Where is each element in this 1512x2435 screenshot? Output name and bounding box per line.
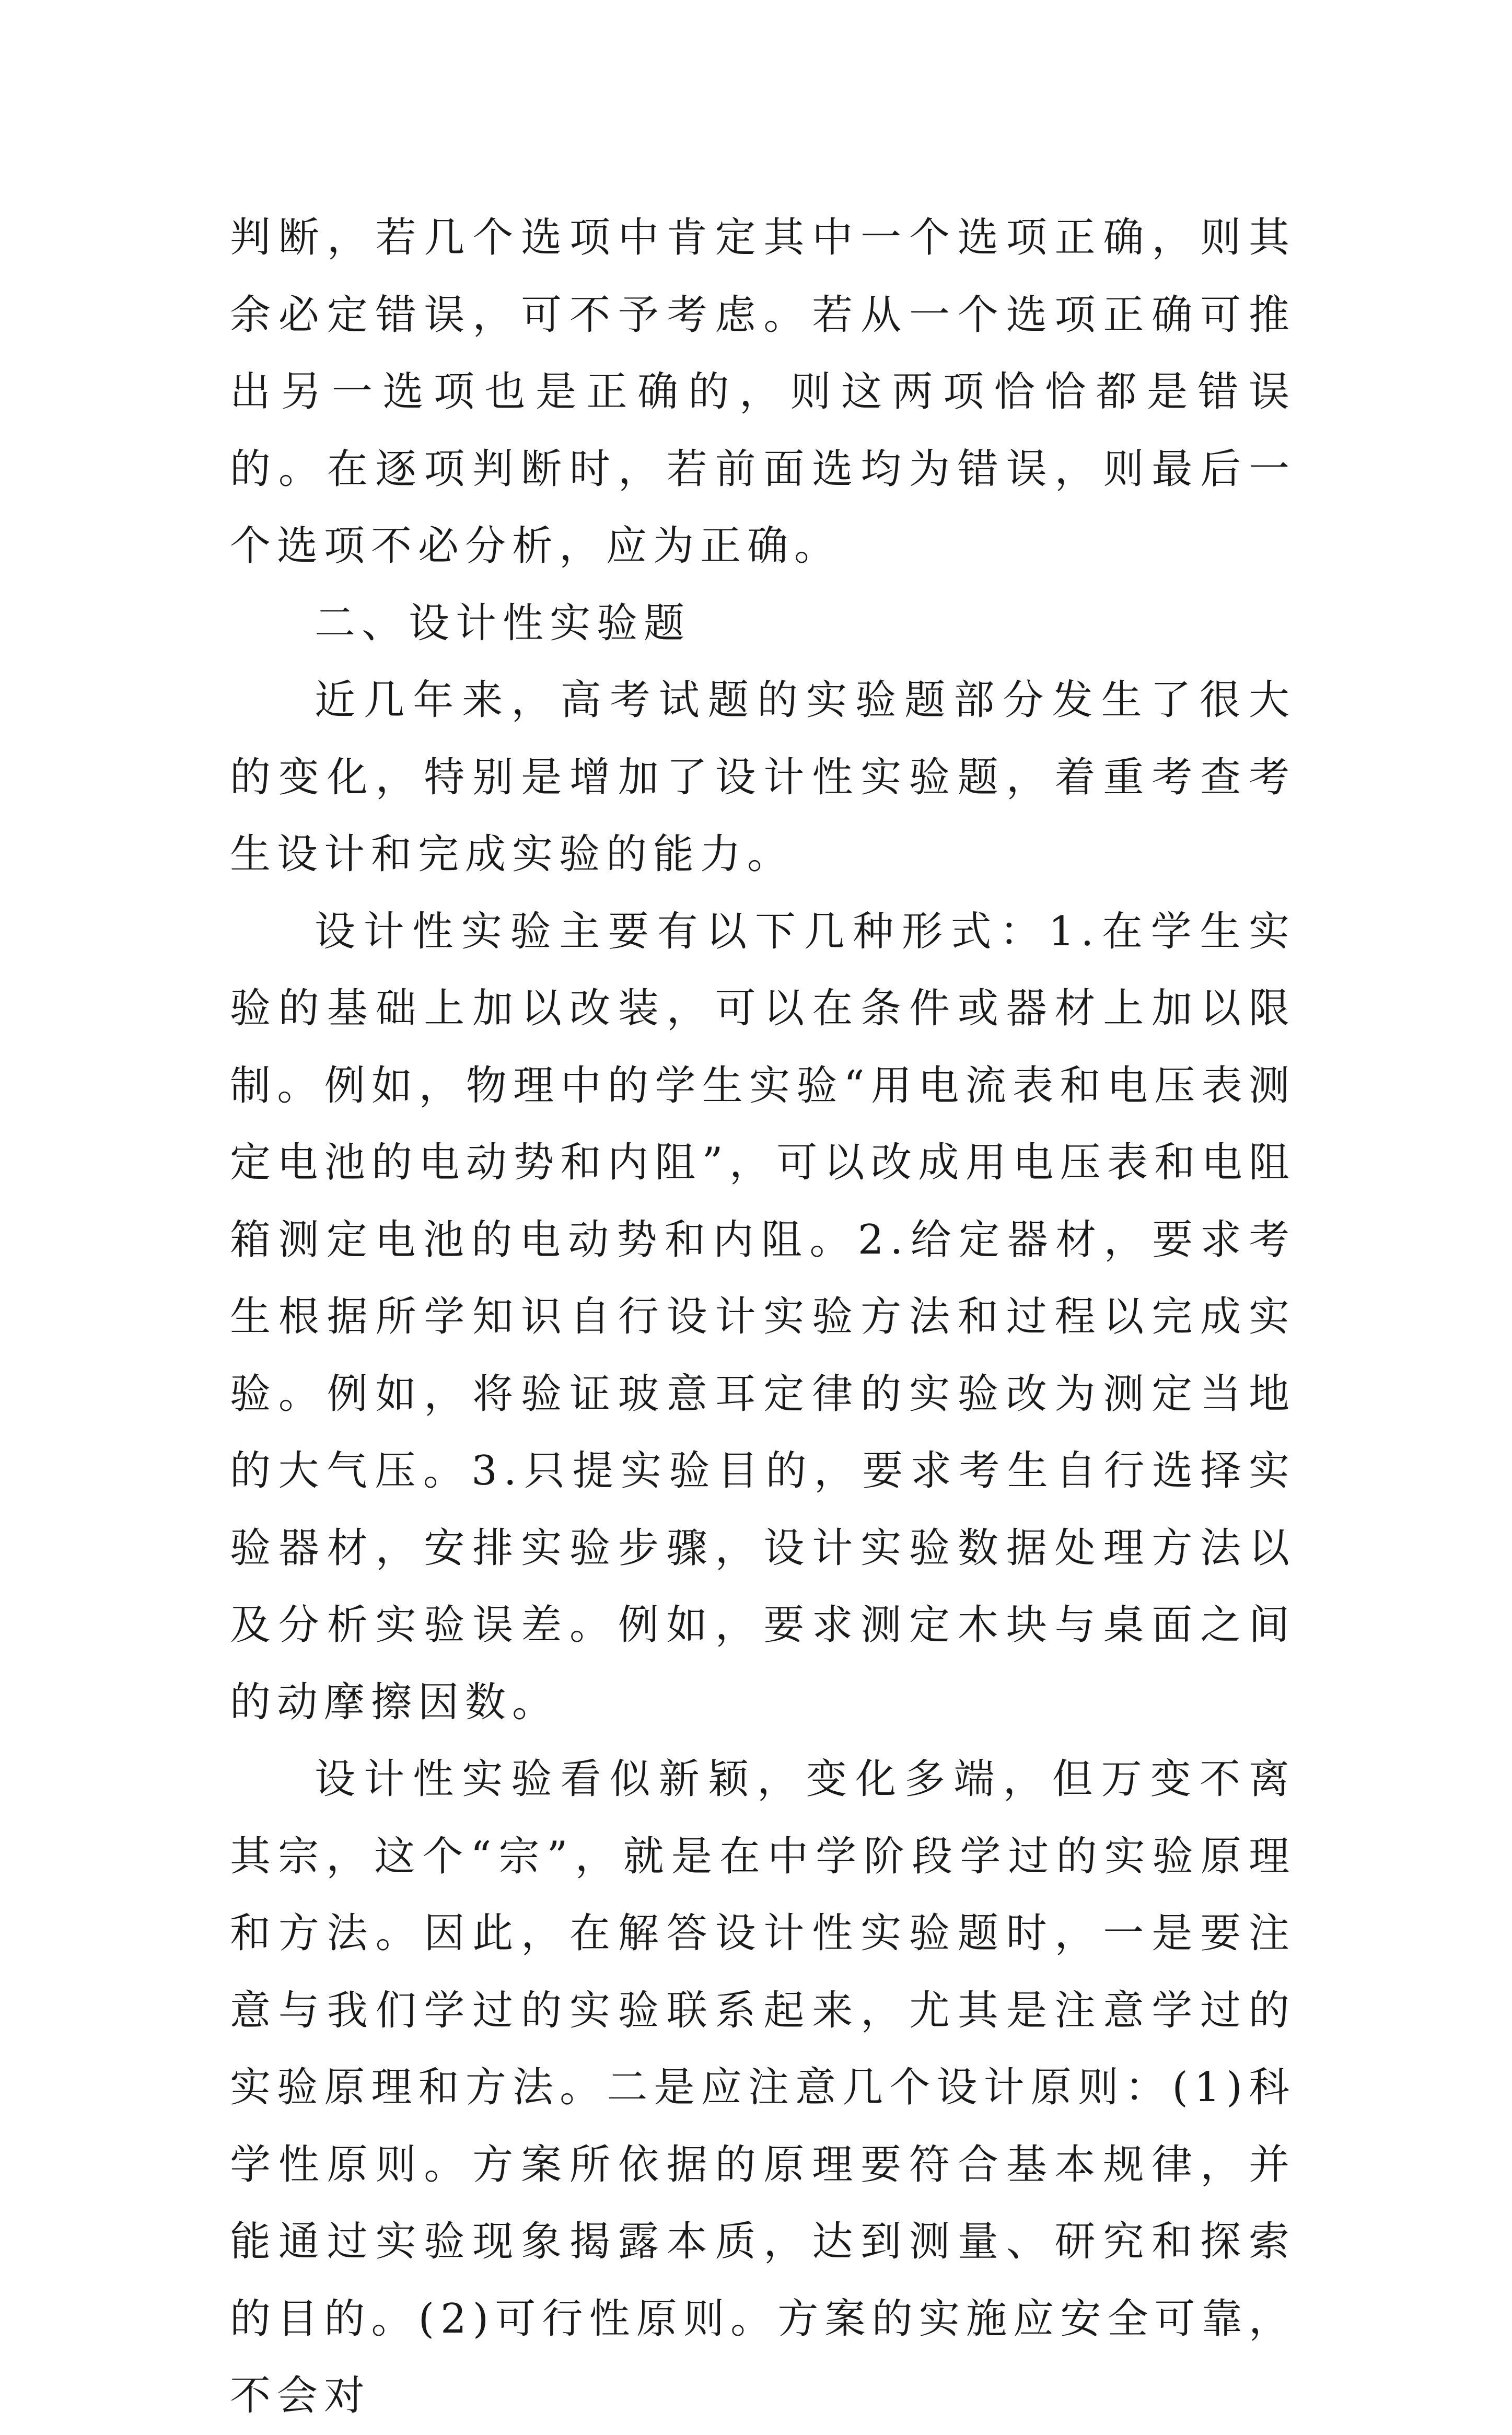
paragraph-intro: 近几年来，高考试题的实验题部分发生了很大的变化，特别是增加了设计性实验题，着重考查考生设计和完成实验的能力。: [230, 677, 1296, 878]
section-heading: 二、设计性实验题: [315, 599, 691, 647]
paragraph-principles: 设计性实验看似新颖，变化多端，但万变不离其宗，这个“宗”，就是在中学阶段学过的实验原理和方法。因此，在解答设计性实验题时，一是要注意与我们学过的实验联系起来，尤其是注意学过的实验原理和方法。二是应注意几个设计原则：(1)科学性原则。方案所依据的原理要符合基本规律，并能通过实验现象揭露本质，达到测量、研究和探索的目的。(2)可行性原则。方案的实施应安全可靠，不会对: [230, 1756, 1296, 2419]
body-text: [230, 200, 1296, 2435]
paragraph-continuation: 判断，若几个选项中肯定其中一个选项正确，则其余必定错误，可不予考虑。若从一个选项正确可推出另一选项也是正确的，则这两项恰恰都是错误的。在逐项判断时，若前面选均为错误，则最后一个选项不必分析，应为正确。: [230, 214, 1296, 570]
paragraph-forms: 设计性实验主要有以下几种形式：1.在学生实验的基础上加以改装，可以在条件或器材上加以限制。例如，物理中的学生实验“用电流表和电压表测定电池的电动势和内阻”，可以改成用电压表和电阻箱测定电池的电动势和内阻。2.给定器材，要求考生根据所学知识自行设计实验方法和过程以完成实验。例如，将验证玻意耳定律的实验改为测定当地的大气压。3.只提实验目的，要求考生自行选择实验器材，安排实验步骤，设计实验数据处理方法以及分析实验误差。例如，要求测定木块与桌面之间的动摩擦因数。: [230, 908, 1296, 1726]
